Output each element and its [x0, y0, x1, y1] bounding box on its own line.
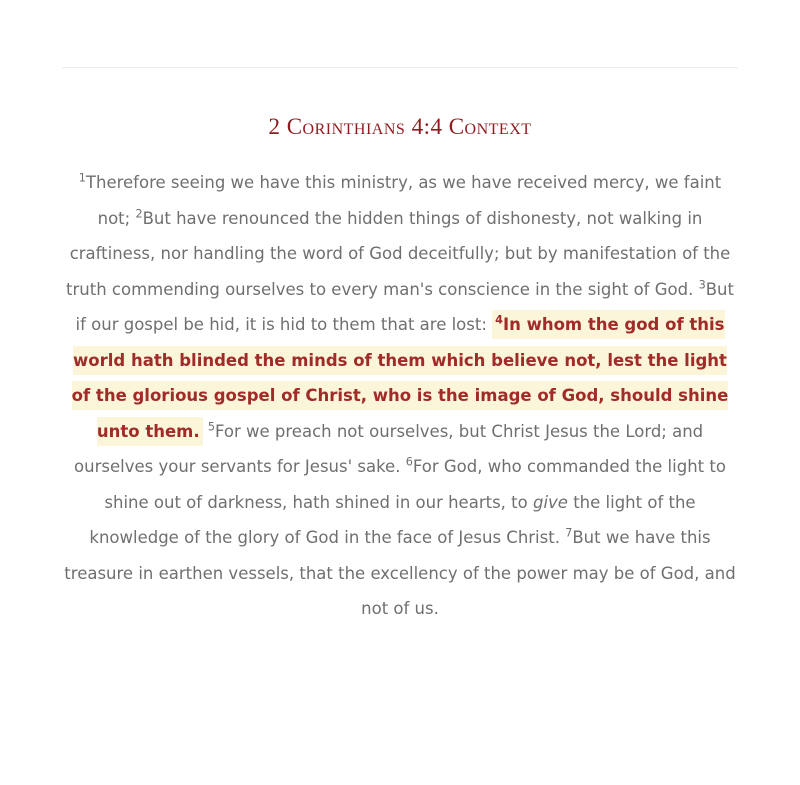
verse-1-text: Therefore seeing we have this ministry, as we have received mercy, we faint not; [85, 173, 722, 228]
verse-5-text: For we preach not ourselves, but Christ Jesus the Lord; and ourselves your servants for Jesus' sake. [74, 421, 704, 476]
verse-6-number: 6 [405, 455, 413, 469]
page-title: 2 Corinthians 4:4 Context [268, 114, 532, 139]
verse-2 [66, 209, 730, 299]
verse-3-number: 3 [698, 278, 706, 291]
verse-6-italic-word: give [532, 492, 568, 512]
verse-7-text: But we have this treasure in earthen vessels, that the excellency of the power may be of God, and not of us. [64, 528, 736, 618]
content-container [62, 67, 738, 627]
verse-4-number: 4 [495, 313, 503, 327]
verse-7-number: 7 [565, 526, 573, 540]
verse-6-text-before: For God, who commanded the light to shine out of darkness, hath shined in our hearts, to [104, 457, 726, 512]
top-divider [62, 67, 738, 68]
verse-1-number: 1 [78, 171, 86, 185]
verse-6-text-after: the light of the knowledge of the glory of God in the face of Jesus Christ. [89, 492, 696, 547]
verse-3-text: But if our gospel be hid, it is hid to them that are lost: [75, 279, 734, 334]
verse-5-number: 5 [207, 420, 215, 433]
verse-2-number: 2 [135, 207, 143, 220]
verse-4-text: In whom the god of this world hath blinded the minds of them which believe not, lest the light of the glorious gospel of Christ, who is the image of God, should shine unto them. [71, 315, 729, 441]
scripture-passage [62, 165, 738, 627]
verse-2-text: But have renounced the hidden things of dishonesty, not walking in craftiness, nor handling the word of God deceitfully; but by manifestation of the truth commending ourselves to every man's conscience in the sight of God. [66, 208, 731, 299]
